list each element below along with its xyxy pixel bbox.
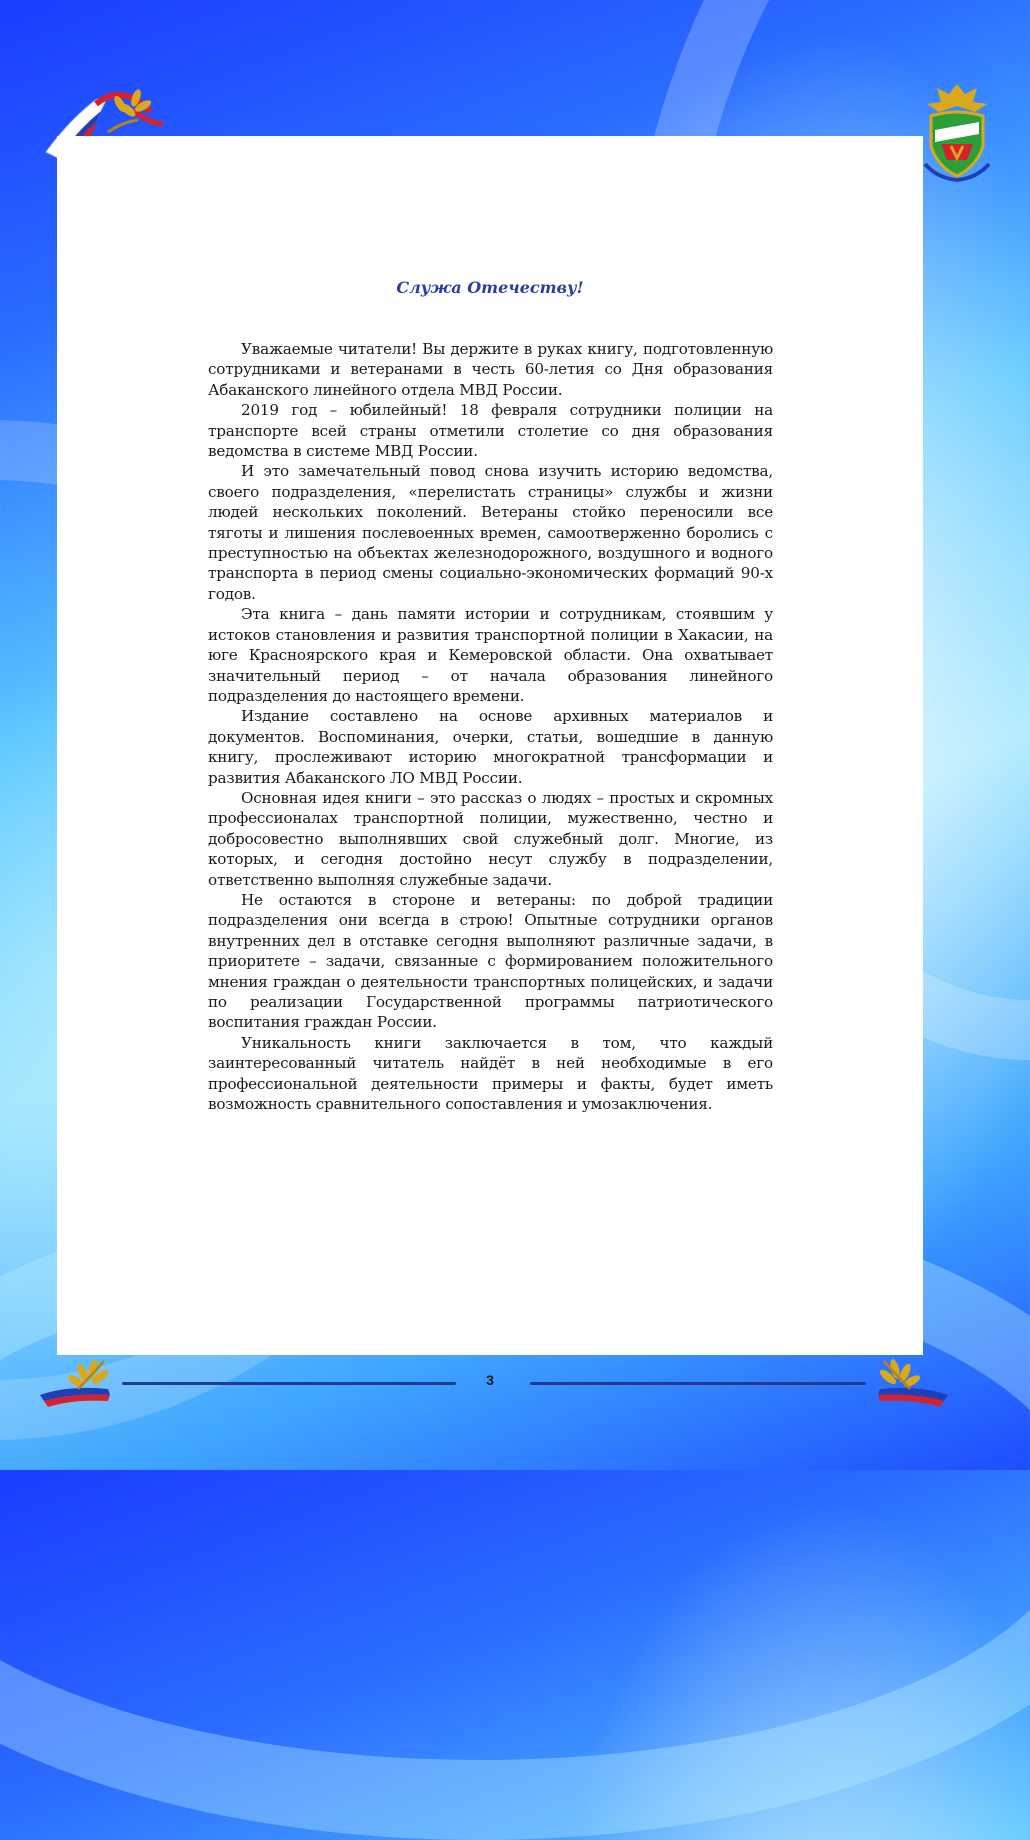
police-emblem-icon: [917, 82, 997, 182]
laurel-flag-ornament-icon: [860, 1355, 950, 1410]
paragraph: Основная идея книги – это рассказ о людях – простых и скромных профессионалах транспортной полиции, мужественно, честно и добросовестно выполнявших свой служебный долг. Многие, из которых, и сегодня достойно несут службу в подразделении, ответственно выполняя служебные задачи.: [208, 788, 773, 889]
paragraph: И это замечательный повод снова изучить историю ведомства, своего подразделения, «перелистать страницы» службы и жизни людей нескольких поколений. Ветераны стойко переносили все тяготы и лишения послевоенных времен, самоотверженно боролись с преступностью на объектах железнодорожного, воздушного и водного транспорта в период смены социально-экономических формаций 90-х годов.: [208, 462, 773, 603]
paragraph: Эта книга – дань памяти истории и сотрудникам, стоявшим у истоков становления и развития транспортной полиции в Хакасии, на юге Красноярского края и Кемеровской области. Она охватывает значительный период – от начала образования линейного подразделения до настоящего времени.: [208, 605, 773, 705]
page-content-area: [57, 136, 923, 1355]
paragraph: Издание составлено на основе архивных материалов и документов. Воспоминания, очерки, статьи, вошедшие в данную книгу, прослеживают историю многократной трансформации и развития Абаканского ЛО МВД России.: [208, 707, 773, 787]
footer-divider-line: [530, 1382, 866, 1385]
laurel-flag-ornament-icon: [38, 1355, 128, 1410]
paragraph: Уважаемые читатели! Вы держите в руках книгу, подготовленную сотрудниками и ветеранами в честь 60-летия со Дня образования Абаканского линейного отдела МВД России.: [208, 340, 773, 399]
page-number: 3: [486, 1372, 494, 1388]
footer-divider-line: [122, 1382, 456, 1385]
body-text: [208, 339, 773, 1114]
paragraph: Не остаются в стороне и ветераны: по доброй традиции подразделения они всегда в строю! Опытные сотрудники органов внутренних дел в отставке сегодня выполняют различные задачи, в приоритете – задачи, связанные с формированием положительного мнения граждан о деятельности транспортных полицейских, и задачи по реализации Государственной программы патриотического воспитания граждан России.: [208, 890, 773, 1032]
paragraph: 2019 год – юбилейный! 18 февраля сотрудники полиции на транспорте всей страны отметили столетие со дня образования ведомства в системе МВД России.: [208, 401, 773, 461]
paragraph: Уникальность книги заключается в том, что каждый заинтересованный читатель найдёт в ней необходимые в его профессиональной деятельности примеры и факты, будет иметь возможность сравнительного сопоставления и умозаключения.: [208, 1033, 773, 1114]
page-heading: Служа Отечеству!: [396, 278, 584, 297]
